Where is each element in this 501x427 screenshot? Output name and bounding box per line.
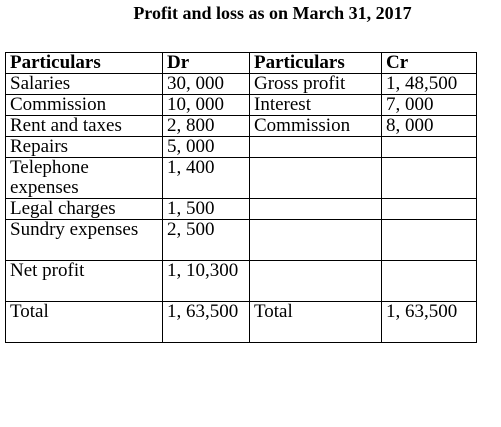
- dr-amount-cell: 2, 500: [163, 220, 250, 261]
- cr-amount-cell: [382, 199, 477, 220]
- cr-particular-cell: [250, 158, 382, 199]
- cr-amount-cell: 7, 000: [382, 95, 477, 116]
- dr-amount-cell: 1, 400: [163, 158, 250, 199]
- page-title: Profit and loss as on March 31, 2017: [133, 3, 412, 23]
- dr-amount-cell: 1, 10,300: [163, 261, 250, 302]
- cr-particular-cell: Total: [250, 302, 382, 343]
- cr-particular-cell: [250, 261, 382, 302]
- table-row: [6, 74, 477, 95]
- dr-amount-cell: 2, 800: [163, 116, 250, 137]
- cr-amount-cell: [382, 158, 477, 199]
- dr-particular-cell: Net profit: [6, 261, 163, 302]
- cr-particular-cell: [250, 220, 382, 261]
- table-row: [6, 116, 477, 137]
- cr-particular-cell: [250, 199, 382, 220]
- cr-amount-cell: [382, 220, 477, 261]
- dr-particular-cell: Legal charges: [6, 199, 163, 220]
- header-particulars-dr: Particulars: [6, 53, 163, 74]
- cr-amount-cell: 8, 000: [382, 116, 477, 137]
- dr-amount-cell: 10, 000: [163, 95, 250, 116]
- table-header-row: [6, 53, 477, 74]
- table-row: [6, 220, 477, 261]
- dr-particular-cell: Sundry expenses: [6, 220, 163, 261]
- dr-amount-cell: 30, 000: [163, 74, 250, 95]
- header-dr: Dr: [163, 53, 250, 74]
- table-row: [6, 158, 477, 199]
- dr-amount-cell: 1, 500: [163, 199, 250, 220]
- header-cr: Cr: [382, 53, 477, 74]
- cr-particular-cell: [250, 137, 382, 158]
- table-row-total: [6, 302, 477, 343]
- dr-amount-cell: 1, 63,500: [163, 302, 250, 343]
- profit-loss-table: [5, 52, 477, 343]
- dr-particular-cell: Repairs: [6, 137, 163, 158]
- cr-amount-cell: 1, 63,500: [382, 302, 477, 343]
- header-particulars-cr: Particulars: [250, 53, 382, 74]
- dr-particular-cell: Total: [6, 302, 163, 343]
- cr-amount-cell: [382, 137, 477, 158]
- dr-particular-cell: Salaries: [6, 74, 163, 95]
- dr-particular-cell: Rent and taxes: [6, 116, 163, 137]
- table-row: [6, 261, 477, 302]
- table-row: [6, 95, 477, 116]
- cr-amount-cell: [382, 261, 477, 302]
- dr-amount-cell: 5, 000: [163, 137, 250, 158]
- cr-particular-cell: Interest: [250, 95, 382, 116]
- cr-amount-cell: 1, 48,500: [382, 74, 477, 95]
- dr-particular-cell: Commission: [6, 95, 163, 116]
- table-row: [6, 199, 477, 220]
- dr-particular-cell: Telephone expenses: [6, 158, 163, 199]
- cr-particular-cell: Commission: [250, 116, 382, 137]
- table-row: [6, 137, 477, 158]
- cr-particular-cell: Gross profit: [250, 74, 382, 95]
